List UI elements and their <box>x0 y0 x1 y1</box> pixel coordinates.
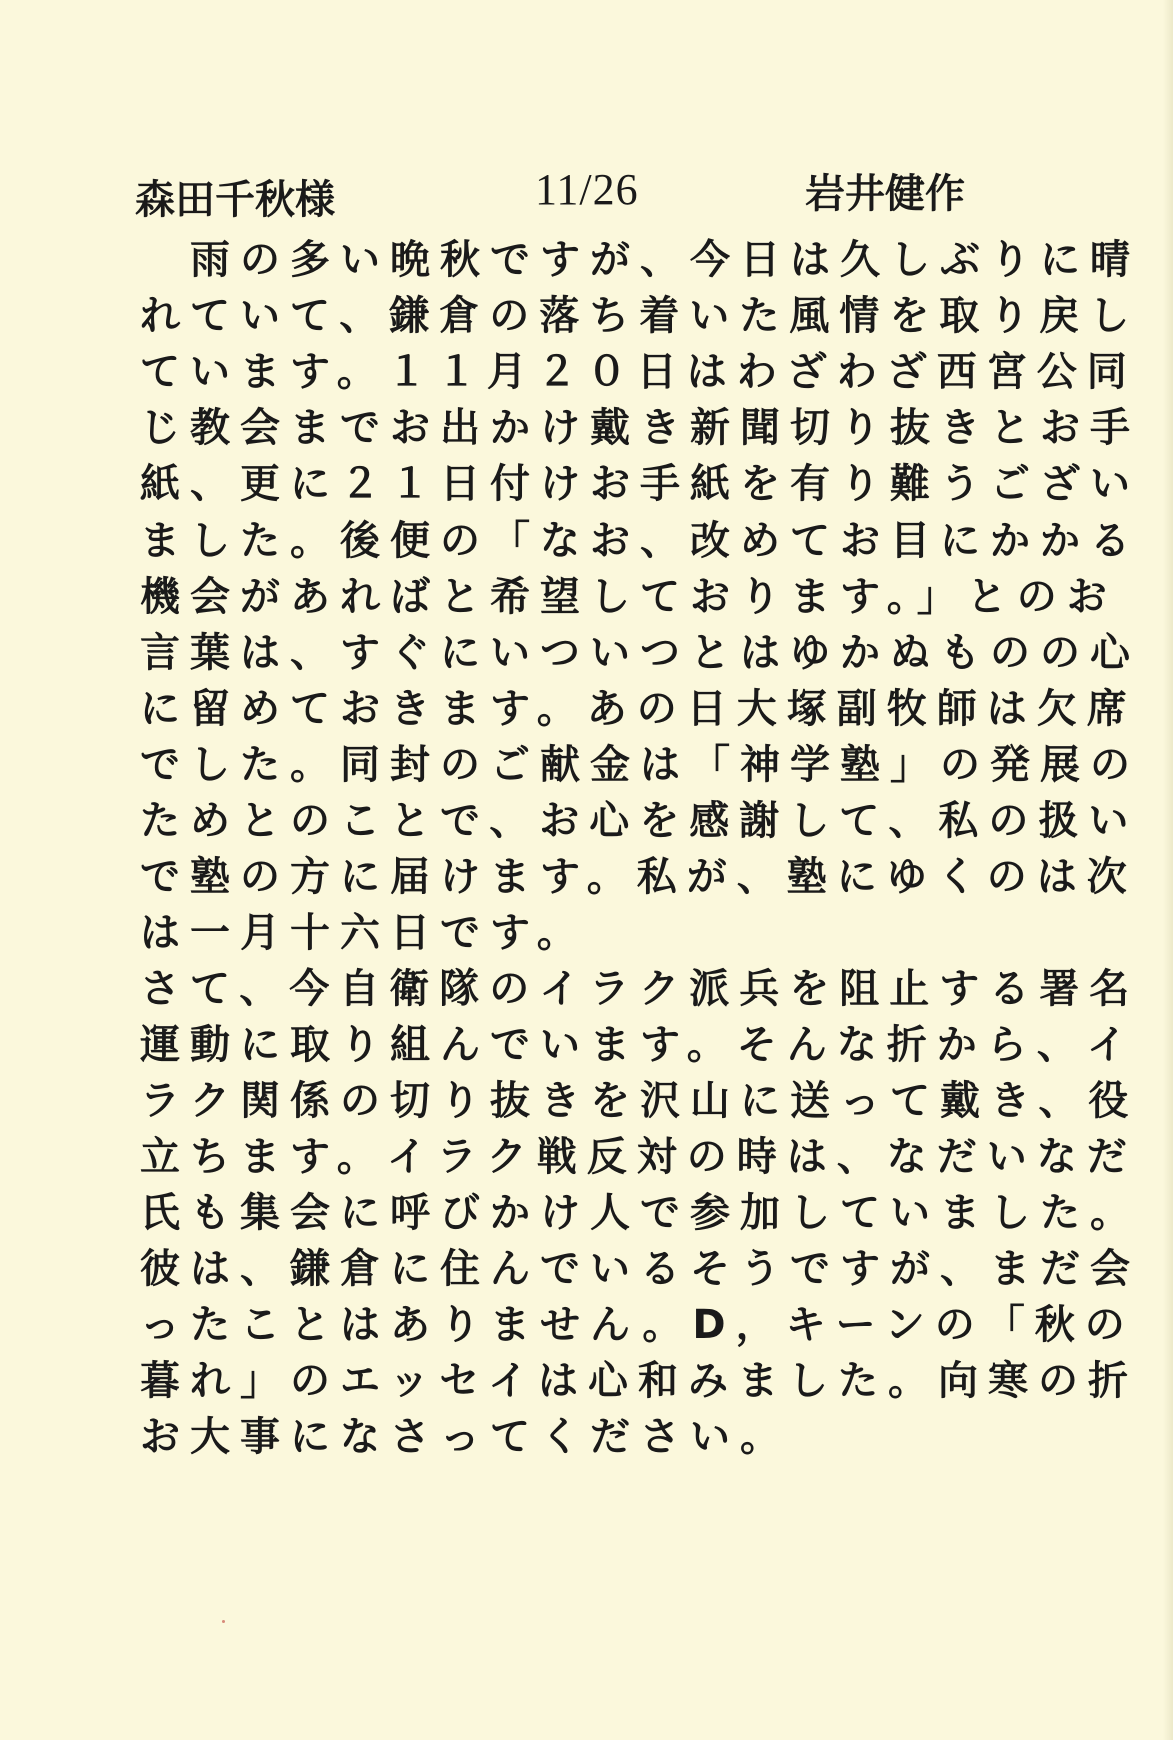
ink-speck <box>222 1620 225 1623</box>
letter-line: で塾の方に届けます。私が、塾にゆくのは次 <box>140 854 1137 900</box>
letter-line: さて、今自衛隊のイラク派兵を阻止する署名 <box>140 966 1140 1012</box>
letter-line: ラク関係の切り抜きを沢山に送って戴き、役 <box>140 1078 1139 1124</box>
letter-line: 立ちます。イラク戦反対の時は、なだいなだ <box>140 1134 1137 1180</box>
letter-line: 氏も集会に呼びかけ人で参加していました。 <box>140 1190 1140 1236</box>
letter-line: ています。１１月２０日はわざわざ西宮公同 <box>140 349 1137 395</box>
letter-line: は一月十六日です。 <box>140 910 587 956</box>
sender-name: 岩井健作 <box>805 170 965 217</box>
letter-line: に留めておきます。あの日大塚副牧師は欠席 <box>140 686 1137 732</box>
letter-line: 彼は、鎌倉に住んでいるそうですが、まだ会 <box>140 1246 1140 1292</box>
letter-line: 言葉は、すぐにいついつとはゆかぬものの心 <box>140 630 1140 676</box>
letter-line: 暮れ」のエッセイは心和みました。向寒の折 <box>140 1358 1138 1404</box>
letter-line: れていて、鎌倉の落ち着いた風情を取り戻し <box>140 293 1140 339</box>
letter-line: お大事になさってください。 <box>140 1414 790 1460</box>
letter-line: 運動に取り組んでいます。そんな折から、イ <box>140 1022 1137 1068</box>
letter-line: ました。後便の「なお、改めてお目にかかる <box>140 518 1140 564</box>
letter-line: じ教会までお出かけ戴き新聞切り抜きとお手 <box>140 405 1140 451</box>
letter-line: 紙、更に２１日付けお手紙を有り難うござい <box>140 461 1140 507</box>
letter-line: ったことはありません。D，キーンの「秋の <box>140 1302 1135 1348</box>
letter-date: 11/26 <box>535 165 639 214</box>
letter-line: 雨の多い晩秋ですが、今日は久しぶりに晴 <box>140 237 1140 283</box>
recipient-name: 森田千秋様 <box>135 176 335 223</box>
letter-line: ためとのことで、お心を感謝して、私の扱い <box>140 798 1139 844</box>
letter-line: 機会があればと希望しております。」とのお <box>140 574 1117 620</box>
letter-line: でした。同封のご献金は「神学塾」の発展の <box>140 742 1140 788</box>
paper-edge <box>1163 0 1173 1740</box>
